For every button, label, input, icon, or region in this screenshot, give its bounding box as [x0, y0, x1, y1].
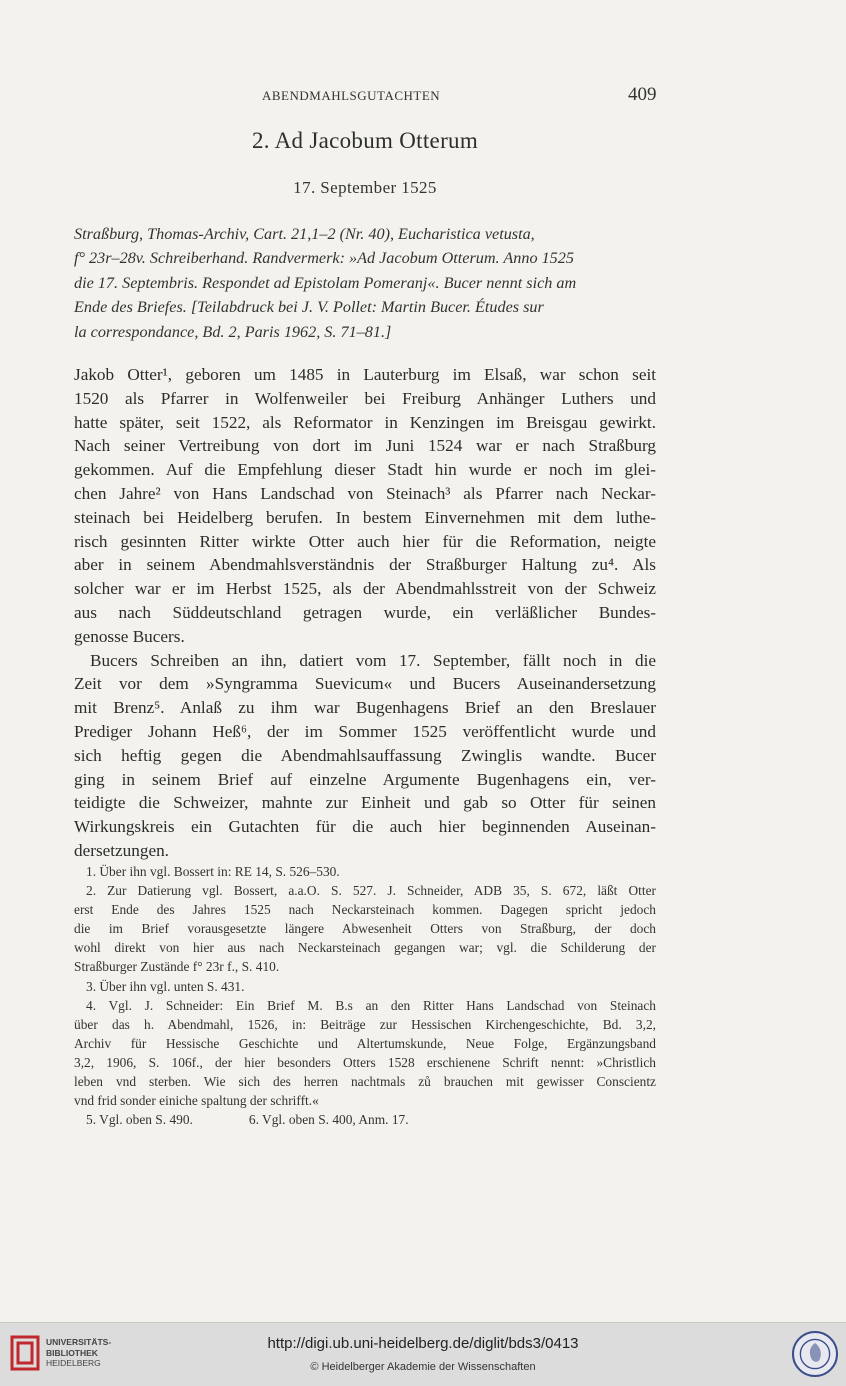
page-number: 409: [628, 84, 657, 105]
source-line: Straßburg, Thomas-Archiv, Cart. 21,1–2 (Nr. 40), Eucharistica vetusta,: [74, 225, 535, 243]
body-line: aus nach Süddeutschland getragen wurde, ein verläßlicher Bundes-: [74, 602, 656, 622]
body-line: Nach seiner Vertreibung von dort im Juni 1524 war er nach Straßburg: [74, 436, 656, 456]
body-line: Zeit vor dem »Syngramma Suevicum« und Bucers Auseinandersetzung: [74, 674, 656, 694]
library-name: UNIVERSITÄTS- BIBLIOTHEK HEIDELBERG: [46, 1337, 112, 1368]
body-line: Jakob Otter¹, geboren um 1485 in Lauterburg im Elsaß, war schon seit: [74, 365, 656, 384]
body-line: teidigte die Schweizer, mahnte zur Einheit und gab so Otter für seinen: [74, 793, 656, 813]
footnote-line: erst Ende des Jahres 1525 nach Neckarsteinach kommen. Dagegen spricht jedoch: [74, 902, 656, 918]
body-line: solcher war er im Herbst 1525, als der Abendmahlsstreit von der Schweiz: [74, 579, 656, 599]
permalink-url[interactable]: http://digi.ub.uni-heidelberg.de/diglit/bds3/0413: [267, 1335, 579, 1352]
footnote-line: vnd frid sonder einiche spaltung der schrifft.«: [74, 1093, 319, 1109]
academy-seal-icon[interactable]: [792, 1331, 838, 1377]
source-line: la correspondance, Bd. 2, Paris 1962, S. 71–81.]: [74, 322, 392, 341]
body-line: Prediger Johann Heß⁶, der im Sommer 1525 veröffentlicht wurde und: [74, 721, 656, 741]
source-line: f° 23r–28v. Schreiberhand. Randvermerk: »Ad Jacobum Otterum. Anno 1525: [74, 249, 574, 268]
body-line: sich heftig gegen die Abendmahlsauffassung Zwinglis wandte. Bucer: [74, 745, 656, 765]
body-line: Wirkungskreis ein Gutachten für die auch hier beginnenden Auseinan-: [74, 817, 656, 837]
letter-title: 2. Ad Jacobum Otterum: [251, 128, 479, 153]
footnotes: [74, 862, 656, 1129]
body-line: aber in seinem Abendmahlsverständnis der Straßburger Haltung zu⁴. Als: [74, 555, 656, 575]
footnote-pair: [74, 1110, 656, 1129]
footnote-line: leben vnd sterben. Wie sich des herren nachtmals zů brauchen mit gewisser Conscientz: [74, 1074, 656, 1090]
body-line: gekommen. Auf die Empfehlung dieser Stadt hin wurde er noch im glei-: [74, 460, 656, 480]
body-line: Bucers Schreiben an ihn, datiert vom 17. September, fällt noch in die: [90, 650, 656, 670]
body-text: [74, 363, 656, 863]
footnote-line: 3. Über ihn vgl. unten S. 431.: [86, 978, 245, 994]
body-line: ging in seinem Brief auf einzelne Argumente Bugenhagens ein, ver-: [74, 769, 656, 789]
copyright-notice: © Heidelberger Akademie der Wissenschaften: [310, 1361, 536, 1373]
body-line: risch gesinnten Ritter wirkte Otter auch hier für die Reformation, neigte: [74, 531, 656, 551]
body-line: genosse Bucers.: [74, 626, 185, 646]
footnote-line: 3,2, 1906, S. 106f., der hier besonders Otters 1528 erschienene Schrift nennt: »Christlich: [74, 1054, 656, 1070]
footnote-line: die im Brief vorausgesetzte längere Abwesenheit Otters von Straßburg, der doch: [74, 921, 656, 937]
footnote-line: 2. Zur Datierung vgl. Bossert, a.a.O. S. 527. J. Schneider, ADB 35, S. 672, läßt Otter: [86, 883, 656, 899]
source-line: die 17. Septembris. Respondet ad Epistolam Pomeranj«. Bucer nennt sich am: [74, 273, 577, 292]
footnote-line: über das h. Abendmahl, 1526, in: Beiträge zur Hessischen Kirchengeschichte, Bd. 3,2,: [74, 1016, 656, 1032]
footnote-line: 4. Vgl. J. Schneider: Ein Brief M. B.s an den Ritter Hans Landschad von Steinach: [86, 997, 656, 1013]
running-head: ABENDMAHLSGUTACHTEN: [262, 88, 441, 103]
letter-date: 17. September 1525: [293, 178, 437, 197]
footnote-6: 6. Vgl. oben S. 400, Anm. 17.: [248, 1112, 409, 1128]
body-line: mit Brenz⁵. Anlaß zu ihm war Bugenhagens Brief an den Breslauer: [74, 698, 656, 718]
footnote-line: wohl direkt von hier aus nach Neckarsteinach gegangen war; vgl. die Schilderung der: [74, 940, 656, 956]
body-line: hatte später, seit 1522, als Reformator in Kenzingen im Breisgau gewirkt.: [74, 412, 656, 432]
footnote-line: 1. Über ihn vgl. Bossert in: RE 14, S. 526–530.: [86, 864, 340, 879]
footnote-5: 5. Vgl. oben S. 490.: [86, 1112, 193, 1128]
source-line: Ende des Briefes. [Teilabdruck bei J. V. Pollet: Martin Bucer. Études sur: [74, 298, 544, 317]
body-line: dersetzungen.: [74, 840, 169, 860]
viewer-footer: [0, 1322, 846, 1386]
footnote-line: Archiv für Hessische Geschichte und Altertumskunde, Neue Folge, Ergänzungsband: [74, 1035, 656, 1051]
body-line: 1520 als Pfarrer in Wolfenweiler bei Freiburg Anhänger Luthers und: [74, 388, 656, 408]
body-line: steinach bei Heidelberg berufen. In bestem Einvernehmen mit dem luthe-: [74, 507, 656, 527]
footnote-line: Straßburger Zustände f° 23r f., S. 410.: [74, 959, 280, 975]
source-note: [74, 222, 656, 344]
body-line: chen Jahre² von Hans Landschad von Steinach³ als Pfarrer nach Neckar-: [74, 483, 656, 503]
